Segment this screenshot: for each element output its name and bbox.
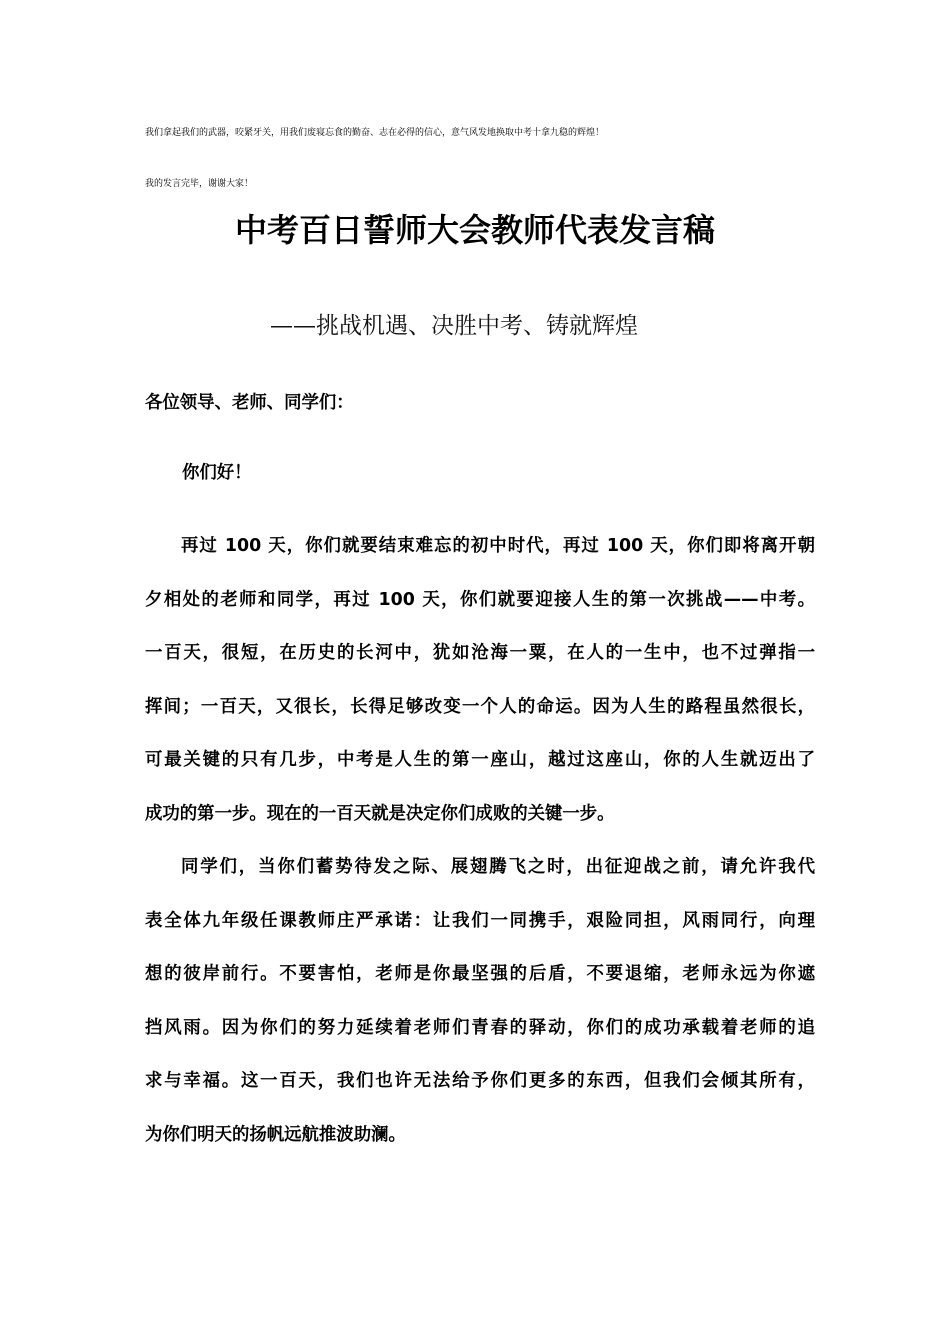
- header-note-line-2: 我的发言完毕，谢谢大家！: [145, 179, 254, 189]
- salutation: 各位领导、老师、同学们：: [145, 393, 354, 413]
- document-title: 中考百日誓师大会教师代表发言稿: [234, 211, 715, 249]
- paragraph-line: 夕相处的老师和同学，再过 100 天，你们就要迎接人生的第一次挑战——中考。: [145, 589, 815, 610]
- paragraph-line: 求与幸福。这一百天，我们也许无法给予你们更多的东西，但我们会倾其所有，: [145, 1071, 815, 1091]
- header-note-line-1: 我们拿起我们的武器，咬紧牙关，用我们废寝忘食的勤奋、志在必得的信心，意气风发地换取中考十拿九稳的辉煌！: [145, 128, 605, 138]
- paragraph-line: 再过 100 天，你们就要结束难忘的初中时代，再过 100 天，你们即将离开朝: [181, 536, 815, 556]
- paragraph-line: 挥间；一百天，又很长，长得足够改变一个人的命运。因为人生的路程虽然很长，: [145, 696, 815, 717]
- paragraph-line: 挡风雨。因为你们的努力延续着老师们青春的驿动，你们的成功承载着老师的追: [145, 1017, 815, 1038]
- hello-line: 你们好！: [182, 463, 252, 483]
- paragraph-line: 为你们明天的扬帆远航推波助澜。: [145, 1124, 406, 1145]
- paragraph-line: 同学们，当你们蓄势待发之际、展翅腾飞之时，出征迎战之前，请允许我代: [181, 857, 815, 877]
- paragraph-line: 想的彼岸前行。不要害怕，老师是你最坚强的后盾，不要退缩，老师永远为你遮: [145, 964, 815, 984]
- paragraph-line: 一百天，很短，在历史的长河中，犹如沧海一粟，在人的一生中，也不过弹指一: [145, 643, 815, 663]
- document-subtitle: ——挑战机遇、决胜中考、铸就辉煌: [270, 313, 638, 339]
- paragraph-2: [145, 857, 815, 1178]
- paragraph-line: 成功的第一步。现在的一百天就是决定你们成败的关键一步。: [145, 803, 615, 824]
- paragraph-1: [145, 536, 815, 857]
- paragraph-line: 表全体九年级任课教师庄严承诺：让我们一同携手，艰险同担，风雨同行，向理: [145, 910, 815, 931]
- paragraph-line: 可最关键的只有几步，中考是人生的第一座山，越过这座山，你的人生就迈出了: [145, 750, 815, 770]
